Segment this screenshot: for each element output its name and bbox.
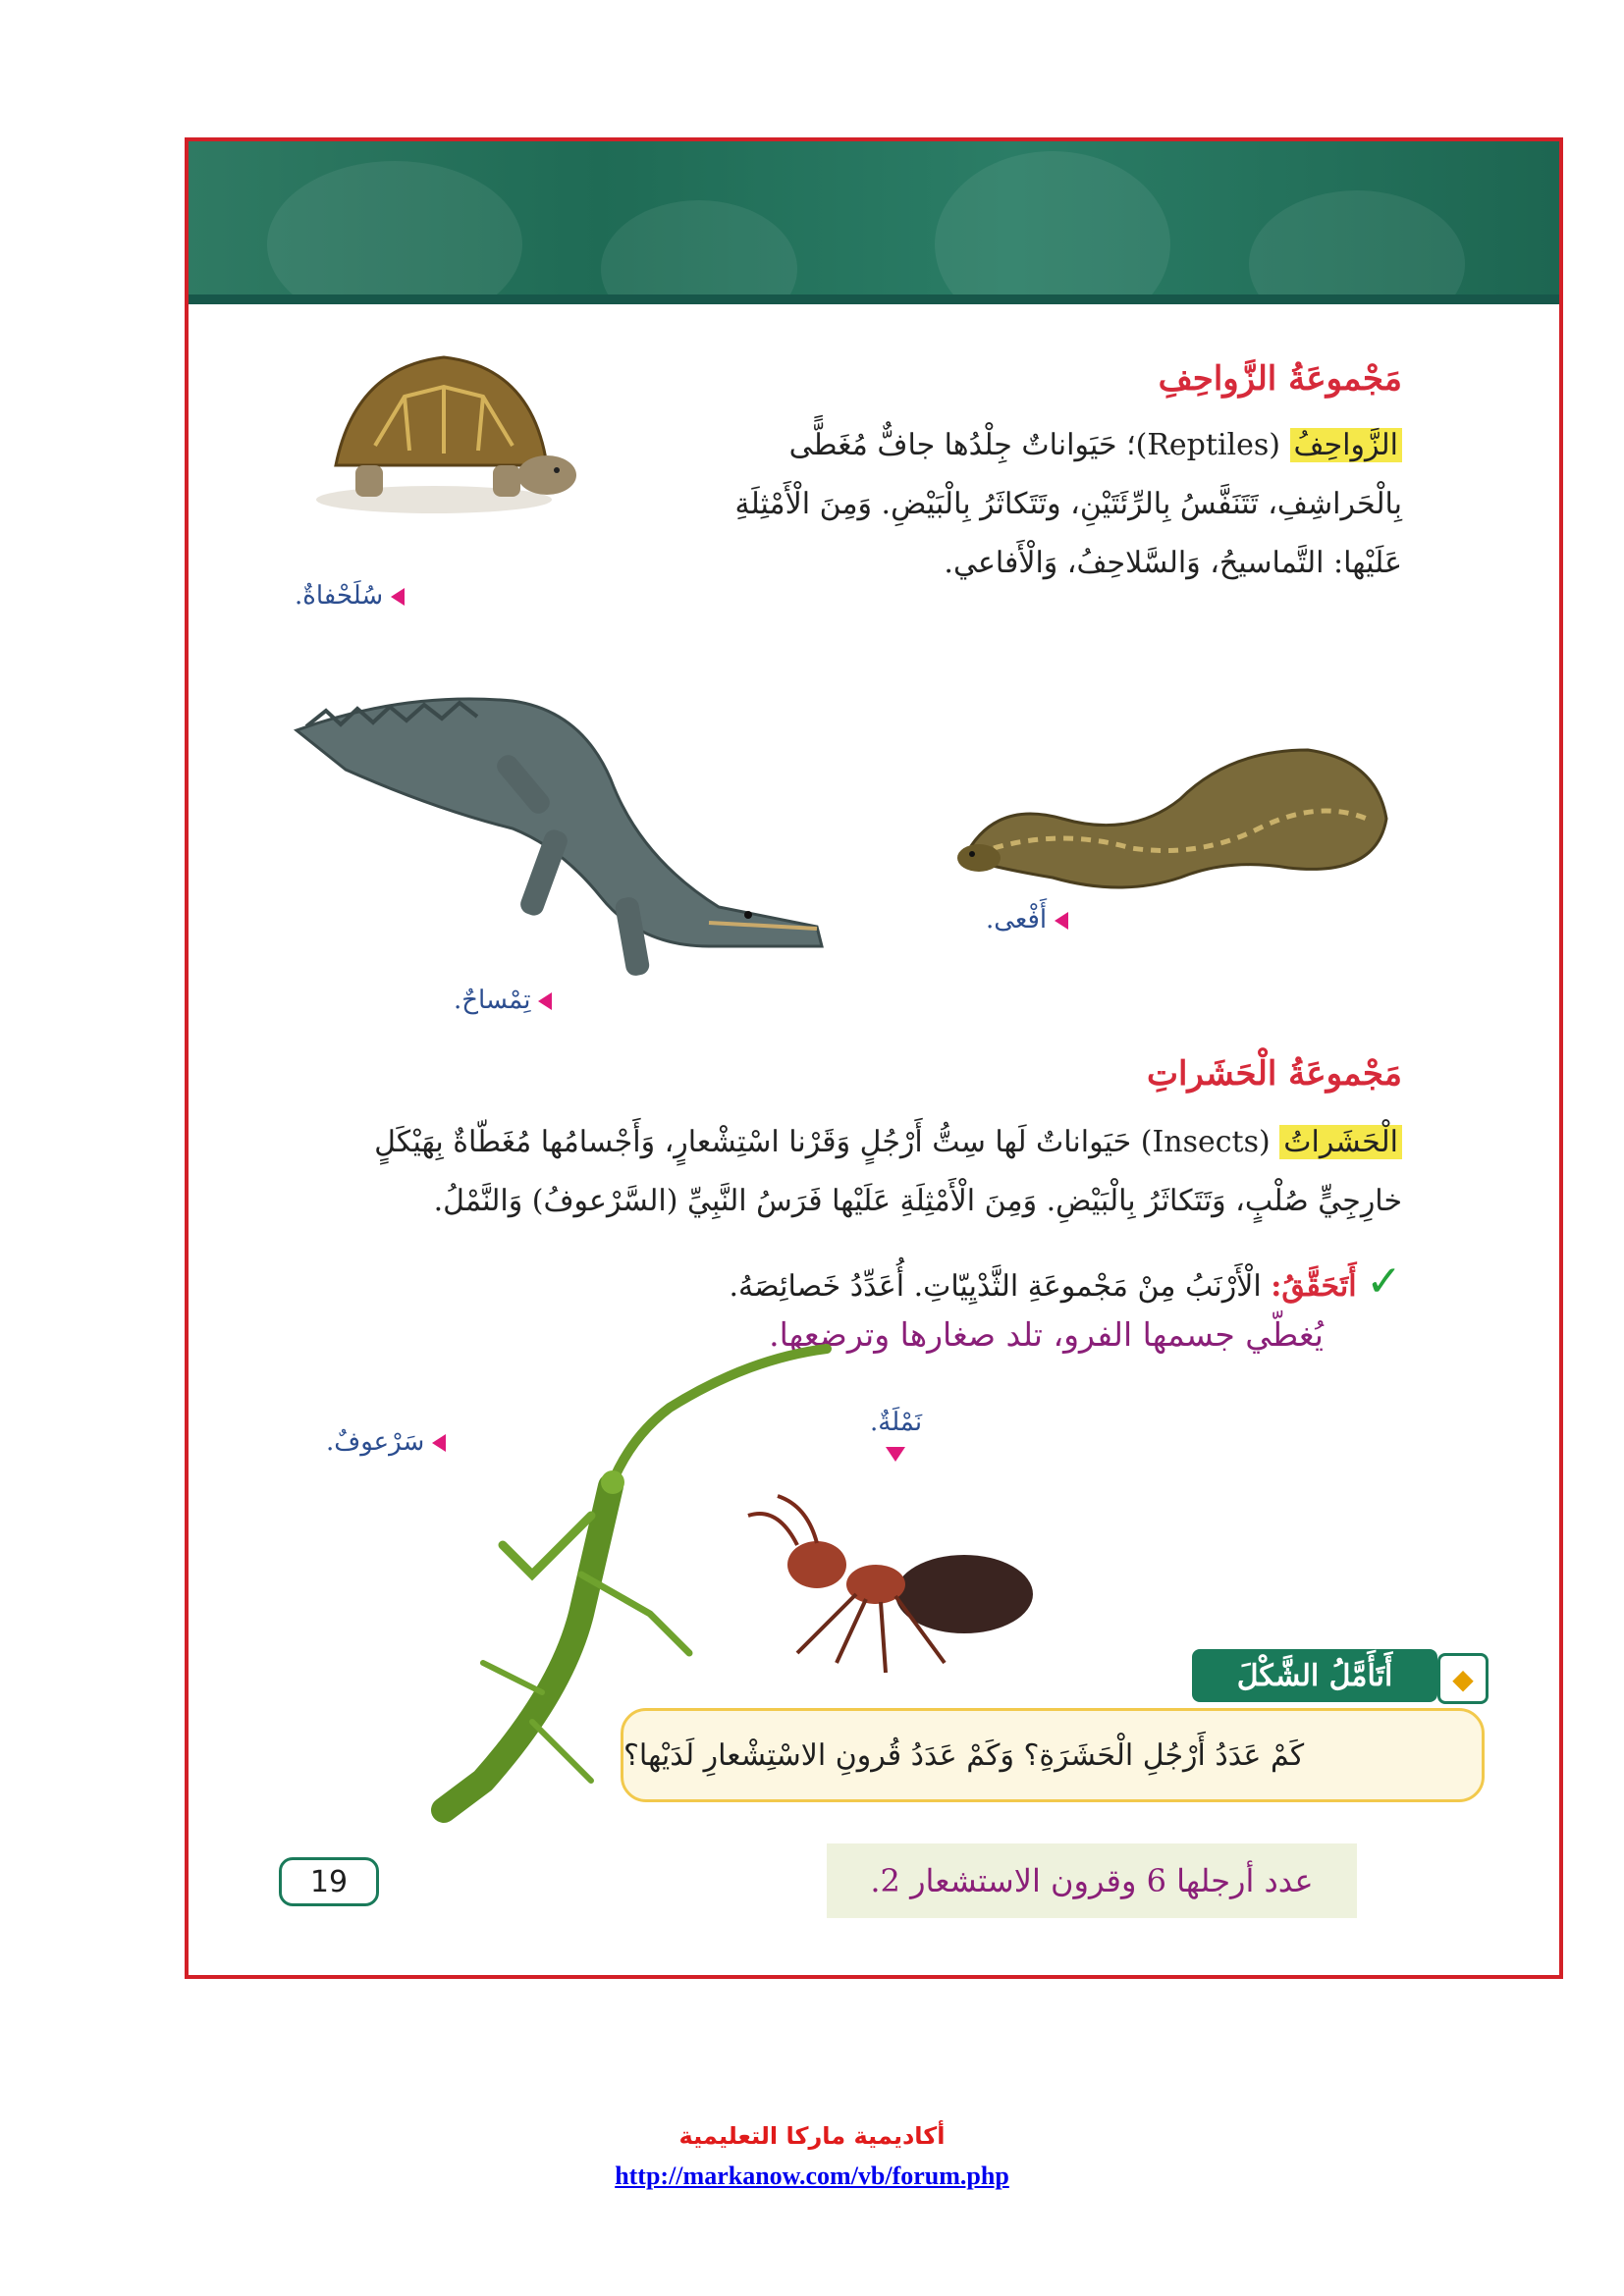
marker-icon [1055,912,1068,930]
marker-icon [538,992,552,1010]
observe-label: أَتَأَمَّلُ الشَّكْلَ [1192,1649,1437,1702]
reptiles-line-1: (Reptiles)؛ حَيَواناتٌ جِلْدُها جافٌّ مُغَطًّى [788,428,1290,462]
ant-caption: نَمْلَةٌ. [870,1408,923,1437]
page-frame [185,137,1563,1979]
insects-line-1: (Insects) حَيَواناتٌ لَها سِتُّ أَرْجُلٍ وَقَرْنا اسْتِشْعارٍ، وَأَجْسامُها مُغَطّاةٌ بِهَيْكَلٍ [374,1125,1280,1159]
marker-icon [391,588,405,606]
check-label: أَتَحَقَّقُ: [1271,1269,1357,1304]
check-question [730,1256,1403,1307]
check-answer: يُغطّي جسمها الفرو، تلد صغارها وترضعها. [769,1315,1324,1354]
reptiles-title: مَجْموعَةُ الزَّواحِفِ [1158,359,1402,399]
footer-link[interactable]: http://markanow.com/vb/forum.php [615,2162,1009,2190]
insects-paragraph [283,1113,1402,1231]
footer-title: أكاديمية ماركا التعليمية [678,2122,946,2150]
snake-caption: أَفْعى. [986,905,1068,934]
crocodile-caption: تِمْساحٌ. [454,986,552,1015]
check-text: الْأَرْنَبُ مِنْ مَجْموعَةِ الثَّدْيِيّاتِ. أُعَدِّدُ خَصائِصَهُ. [729,1269,1272,1304]
marker-icon [432,1434,446,1452]
turtle-image [297,328,591,544]
snake-image [935,711,1406,907]
insects-term: الْحَشَراتُ [1279,1125,1402,1159]
observe-question: كَمْ عَدَدُ أَرْجُلِ الْحَشَرَةِ؟ وَكَمْ عَدَدُ قُرونِ الاسْتِشْعارِ لَدَيْها؟ [621,1708,1485,1802]
ant-marker-icon [886,1447,905,1462]
reptiles-term: الزَّواحِفُ [1290,428,1402,462]
observe-icon: ◆ [1437,1653,1489,1704]
header-banner [189,141,1559,304]
observe-answer: عدد أرجلها 6 وقرون الاستشعار 2. [827,1843,1357,1918]
reptiles-line-2: بِالْحَراشِفِ، تَتَنَفَّسُ بِالرِّئَتَيْنِ، وتَتَكاثَرُ بِالْبَيْضِ. وَمِنَ الْأَمْثِلَةِ [734,487,1402,521]
ant-image [738,1486,1053,1682]
turtle-caption: سُلَحْفاةٌ. [295,581,405,611]
reptiles-line-3: عَلَيْها: التَّماسيحُ، وَالسَّلاحِفُ، وَالْأَفاعي. [944,546,1402,580]
crocodile-image [287,632,837,1015]
insects-line-2: خارِجِيٍّ صُلْبٍ، وَتَتَكاثَرُ بِالْبَيْضِ. وَمِنَ الْأَمْثِلَةِ عَلَيْها فَرَسُ النَّبِيِّ (السَّرْعوفُ) وَالنَّمْلُ. [433,1184,1402,1218]
mantis-caption: سَرْعوفٌ. [326,1427,446,1457]
page-number: 19 [279,1857,379,1906]
reptiles-paragraph [656,416,1402,593]
check-icon: ✓ [1366,1256,1402,1307]
insects-title: مَجْموعَةُ الْحَشَراتِ [1146,1054,1402,1094]
